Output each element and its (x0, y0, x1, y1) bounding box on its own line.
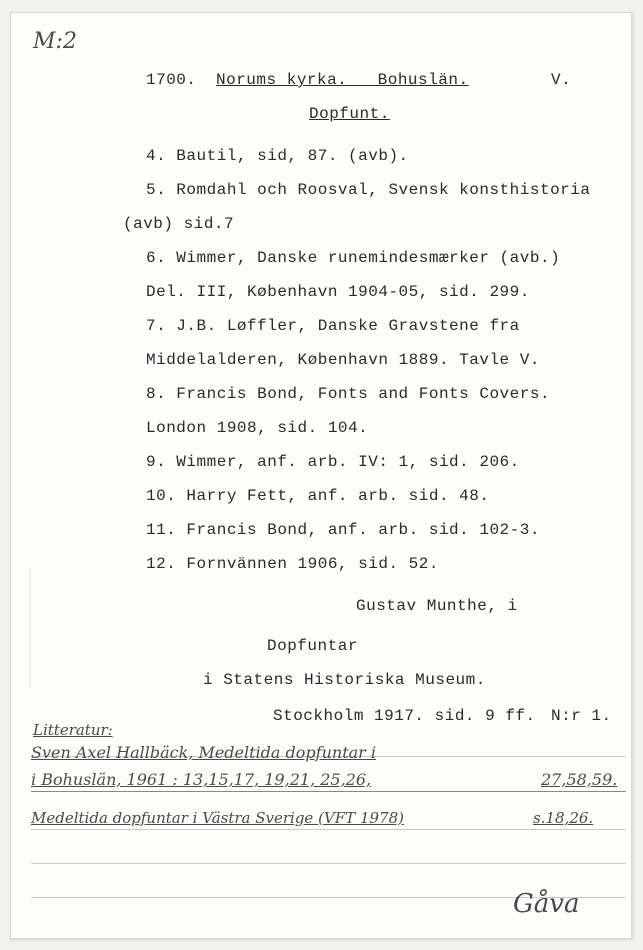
reference-item: 10. Harry Fett, anf. arb. sid. 48. (146, 487, 490, 505)
handwritten-signature: Gåva (513, 889, 580, 919)
ruled-line (31, 791, 626, 792)
header-volume: V. (551, 71, 572, 89)
reference-item: Del. III, København 1904-05, sid. 299. (146, 283, 530, 301)
reference-item: Middelalderen, København 1889. Tavle V. (146, 351, 540, 369)
handwritten-line-2: i Bohuslän, 1961 : 13,15,17, 19,21, 25,26, (31, 770, 372, 789)
reference-item: 11. Francis Bond, anf. arb. sid. 102-3. (146, 521, 540, 539)
reference-item: 5. Romdahl och Roosval, Svensk konsthistoria (146, 181, 591, 199)
header-title: Norums kyrka. Bohuslän. (216, 71, 469, 89)
reference-item: (avb) sid.7 (123, 215, 235, 233)
handwritten-line-3: Medeltida dopfuntar i Västra Sverige (VFT 1978) (31, 809, 404, 827)
catalog-mark: M:2 (33, 29, 77, 54)
subtitle: Dopfunt. (309, 105, 390, 123)
reference-item: 12. Fornvännen 1906, sid. 52. (146, 555, 439, 573)
citation-place-year: Stockholm 1917. sid. 9 ff. (273, 707, 536, 725)
citation-publisher: i Statens Historiska Museum. (203, 671, 486, 689)
reference-item: 8. Francis Bond, Fonts and Fonts Covers. (146, 385, 551, 403)
paper-fold (29, 568, 31, 688)
reference-item: 7. J.B. Løffler, Danske Gravstene fra (146, 317, 520, 335)
handwritten-line-2-pages: 27,58,59. (541, 770, 618, 789)
citation-number: N:r 1. (551, 707, 612, 725)
citation-author: Gustav Munthe, i (356, 597, 518, 615)
reference-item: 9. Wimmer, anf. arb. IV: 1, sid. 206. (146, 453, 520, 471)
citation-title: Dopfuntar (267, 637, 358, 655)
handwritten-heading: Litteratur: (33, 721, 113, 739)
ruled-line (31, 863, 626, 864)
header-number: 1700. (146, 71, 197, 89)
reference-item: 6. Wimmer, Danske runemindesmærker (avb.) (146, 249, 561, 267)
reference-item: 4. Bautil, sid, 87. (avb). (146, 147, 409, 165)
catalog-card (10, 12, 632, 939)
ruled-line (31, 829, 626, 830)
handwritten-line-3-pages: s.18,26. (533, 809, 594, 827)
handwritten-line-1: Sven Axel Hallbäck, Medeltida dopfuntar i (31, 743, 377, 762)
reference-item: London 1908, sid. 104. (146, 419, 369, 437)
